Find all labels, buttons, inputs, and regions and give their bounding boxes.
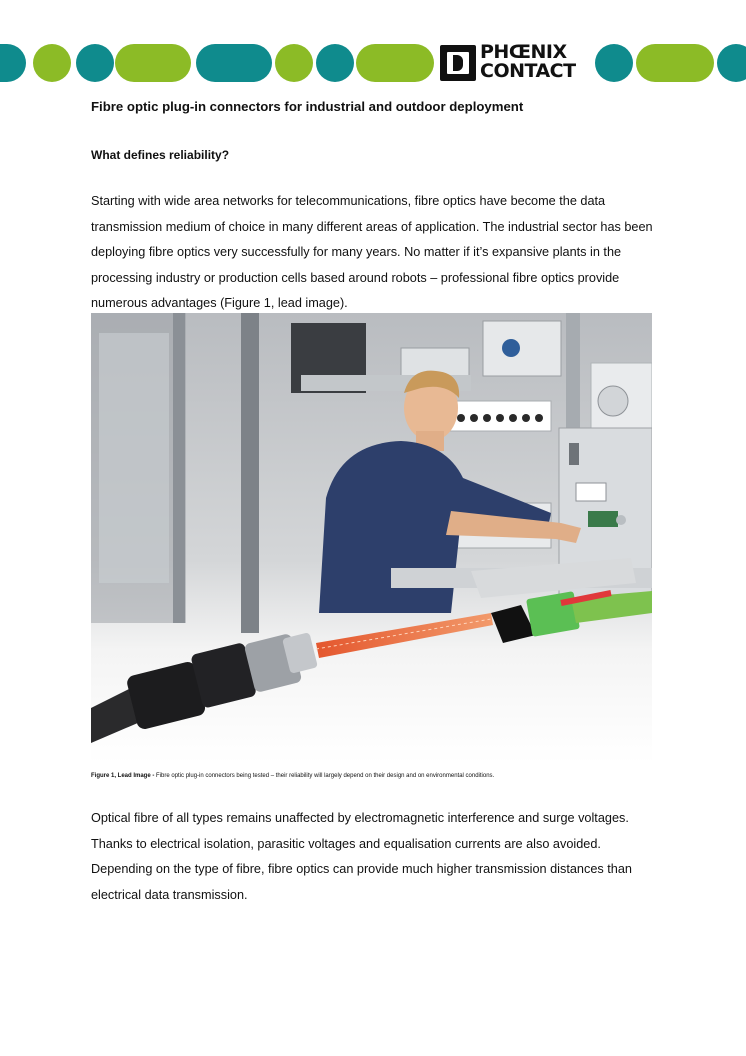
caption-text: Fibre optic plug-in connectors being tested – their reliability will largely depend on their design and on environmental conditions. <box>156 773 495 779</box>
header-decor-banner <box>0 42 746 84</box>
teal-dot <box>717 44 746 82</box>
logo-mark-icon <box>440 45 476 81</box>
teal-dot <box>595 44 633 82</box>
green-pill <box>115 44 191 82</box>
logo-wordmark <box>480 43 576 81</box>
green-pill <box>636 44 714 82</box>
caption-label: Figure 1, Lead Image - <box>91 773 157 779</box>
lead-image <box>91 313 652 763</box>
figure-caption <box>91 773 494 779</box>
teal-pill <box>196 44 272 82</box>
intro-paragraph: Starting with wide area networks for telecommunications, fibre optics have become the data transmission medium of choice in many different areas of application. The industrial sector has been deploying fibre optics very successfully for many years. No matter if it’s expansive plants in the processing industry or production cells based around robots – professional fibre optics provide numerous advantages (Figure 1, lead image). <box>91 194 653 310</box>
teal-pill <box>0 44 26 82</box>
teal-dot <box>316 44 354 82</box>
article-subtitle: What defines reliability? <box>91 148 230 162</box>
green-pill <box>356 44 434 82</box>
phoenix-contact-logo <box>440 43 592 83</box>
logo-line-2: CONTACT <box>480 60 576 82</box>
green-dot <box>275 44 313 82</box>
body-paragraph: Optical fibre of all types remains unaffected by electromagnetic interference and surge voltages. Thanks to electrical isolation, parasitic voltages and equalisation currents are also avoided. Depending on the type of fibre, fibre optics can provide much higher transmission distances than electrical data transmission. <box>91 811 632 902</box>
teal-dot <box>76 44 114 82</box>
green-dot <box>33 44 71 82</box>
article-title: Fibre optic plug-in connectors for industrial and outdoor deployment <box>91 99 524 114</box>
logo-line-1: PHŒNIX <box>480 41 567 63</box>
